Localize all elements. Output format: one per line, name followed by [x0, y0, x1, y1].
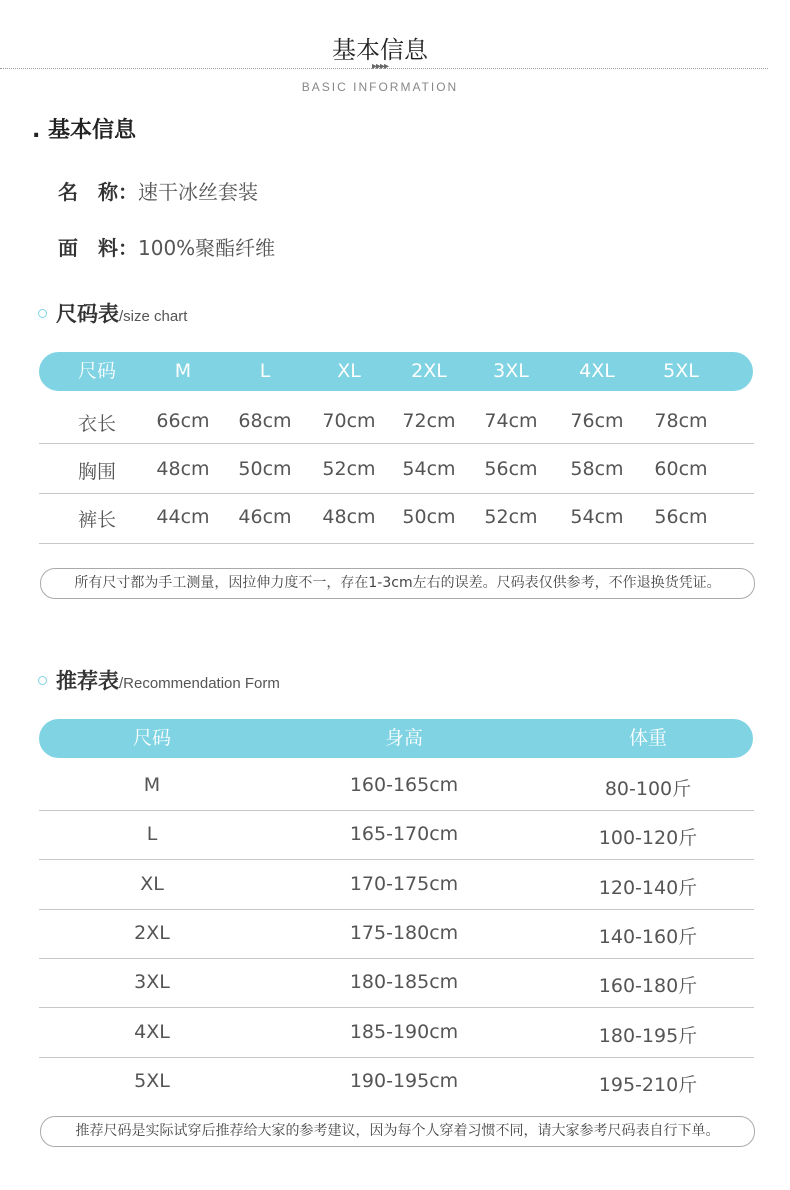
row-divider: [39, 958, 754, 959]
recommendation-cell: 4XL: [134, 1020, 170, 1043]
recommendation-cell: 195-210斤: [598, 1073, 698, 1096]
size-row-label: 衣长: [77, 413, 116, 435]
size-header-cell: 尺码: [77, 360, 116, 382]
circle-bullet-icon: [38, 309, 47, 318]
size-cell: 72cm: [402, 410, 456, 432]
size-cell: 68cm: [238, 410, 292, 432]
row-divider: [39, 443, 754, 444]
row-divider: [39, 1007, 754, 1008]
size-cell: 50cm: [238, 458, 292, 480]
recommendation-cell: 140-160斤: [598, 925, 698, 948]
size-cell: 50cm: [402, 506, 456, 528]
size-cell: 56cm: [654, 506, 708, 528]
size-cell: 56cm: [484, 458, 538, 480]
recommendation-cell: 2XL: [134, 921, 170, 944]
size-chart-heading: [38, 298, 187, 328]
info-value: 100%聚酯纤维: [138, 236, 276, 260]
recommendation-cell: XL: [140, 872, 164, 895]
row-divider: [39, 493, 754, 494]
size-header-cell: L: [259, 360, 271, 382]
arrows-icon: ▸▸▸▸: [371, 61, 389, 72]
recommendation-cell: 180-195斤: [598, 1024, 698, 1047]
size-row-label: 裤长: [77, 509, 116, 531]
recommendation-cell: 80-100斤: [604, 778, 692, 800]
size-cell: 74cm: [484, 410, 538, 432]
recommendation-cell: 160-180斤: [598, 975, 698, 998]
size-cell: 60cm: [654, 458, 708, 480]
recommendation-cell: 5XL: [134, 1069, 170, 1092]
page-title: 基本信息: [332, 36, 428, 64]
row-divider: [39, 543, 754, 544]
size-cell: 52cm: [322, 458, 376, 480]
recommendation-title: 推荐表: [56, 669, 119, 693]
recommendation-cell: 175-180cm: [349, 921, 459, 944]
recommendation-heading: [38, 665, 280, 695]
recommendation-header-cell: 身高: [384, 727, 423, 749]
size-cell: 58cm: [570, 458, 624, 480]
info-key: 名 称: [58, 180, 118, 204]
recommendation-cell: 100-120斤: [598, 827, 698, 850]
size-cell: 66cm: [156, 410, 210, 432]
recommendation-header-cell: 尺码: [132, 727, 171, 749]
info-sep: ：: [118, 236, 138, 260]
info-row-name: [58, 176, 258, 205]
size-cell: 54cm: [570, 506, 624, 528]
row-divider: [39, 810, 754, 811]
basic-info-heading: . 基本信息: [32, 118, 137, 143]
recommendation-header-cell: 体重: [628, 727, 667, 749]
row-divider: [39, 909, 754, 910]
recommendation-cell: 185-190cm: [349, 1020, 459, 1043]
recommendation-cell: 180-185cm: [349, 971, 459, 994]
recommendation-header: [39, 719, 753, 758]
circle-bullet-icon: [38, 676, 47, 685]
info-row-fabric: [58, 232, 275, 261]
size-cell: 44cm: [156, 506, 210, 528]
size-header-cell: 3XL: [493, 360, 529, 382]
size-chart-subtitle: /size chart: [119, 308, 188, 325]
row-divider: [39, 859, 754, 860]
recommendation-cell: M: [143, 774, 161, 796]
info-value: 速干冰丝套装: [138, 180, 258, 204]
size-cell: 78cm: [654, 410, 708, 432]
size-chart-header: [39, 352, 753, 391]
recommendation-cell: 170-175cm: [349, 872, 459, 895]
recommendation-cell: 165-170cm: [349, 823, 459, 846]
row-divider: [39, 1057, 754, 1058]
size-cell: 54cm: [402, 458, 456, 480]
recommendation-cell: 120-140斤: [598, 876, 698, 899]
size-cell: 46cm: [238, 506, 292, 528]
size-cell: 52cm: [484, 506, 538, 528]
recommendation-cell: 190-195cm: [349, 1069, 459, 1092]
recommendation-note: 推荐尺码是实际试穿后推荐给大家的参考建议，因为每个人穿着习惯不同，请大家参考尺码表自行下单。: [40, 1116, 755, 1147]
size-row-label: 胸围: [77, 461, 116, 483]
size-header-cell: 2XL: [411, 360, 447, 382]
size-header-cell: 4XL: [579, 360, 615, 382]
recommendation-cell: 160-165cm: [349, 774, 459, 796]
info-key: 面 料: [58, 236, 118, 260]
size-header-cell: 5XL: [663, 360, 699, 382]
info-sep: ：: [118, 180, 138, 204]
size-chart-title: 尺码表: [56, 302, 119, 326]
size-cell: 48cm: [322, 506, 376, 528]
recommendation-cell: 3XL: [134, 971, 170, 994]
page-subtitle: BASIC INFORMATION: [301, 80, 459, 94]
size-cell: 48cm: [156, 458, 210, 480]
size-header-cell: XL: [337, 360, 361, 382]
size-cell: 70cm: [322, 410, 376, 432]
size-chart-note: 所有尺寸都为手工测量，因拉伸力度不一，存在1-3cm左右的误差。尺码表仅供参考，不作退换货凭证。: [40, 568, 755, 599]
size-header-cell: M: [174, 360, 192, 382]
recommendation-cell: L: [146, 823, 158, 846]
size-cell: 76cm: [570, 410, 624, 432]
recommendation-subtitle: /Recommendation Form: [119, 675, 280, 692]
